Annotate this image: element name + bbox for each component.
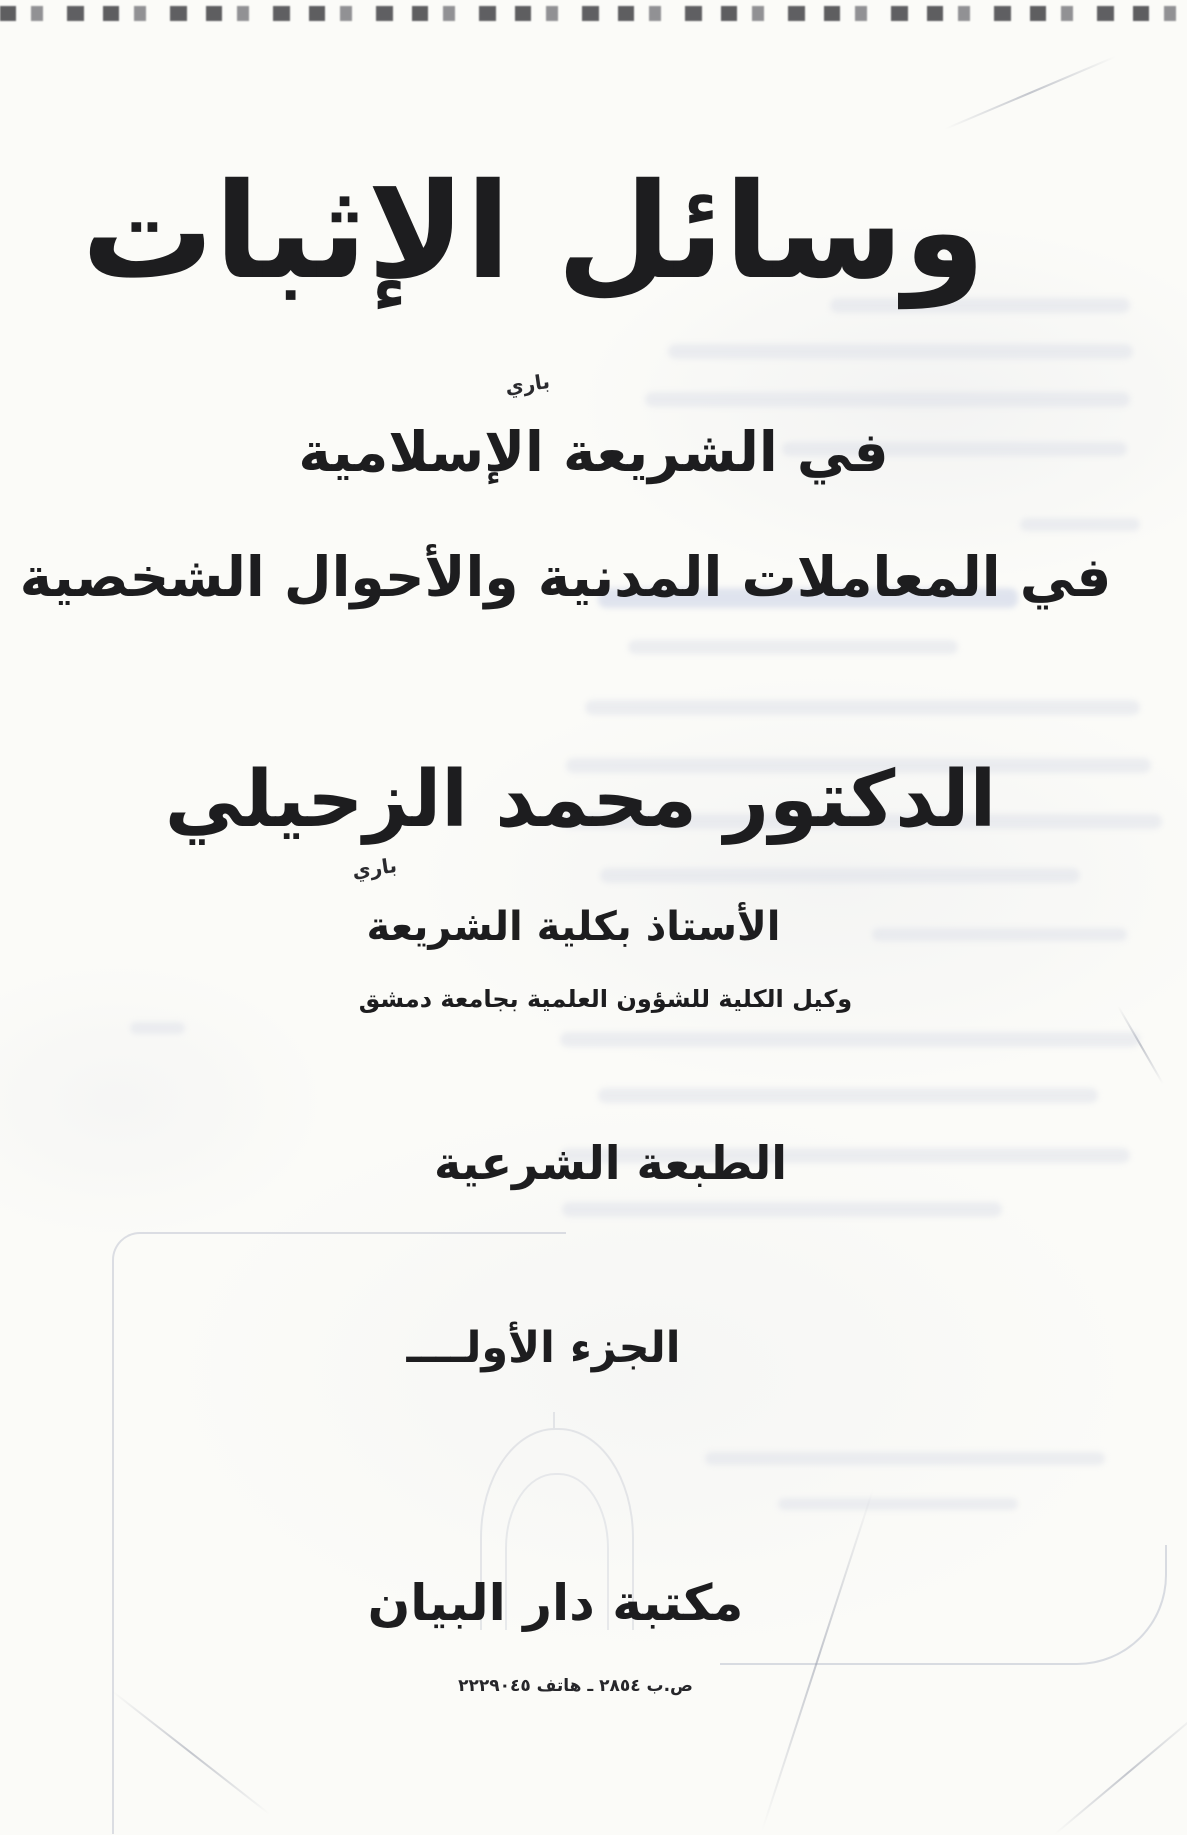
crease-mark <box>1054 1711 1187 1835</box>
bleed-through-line <box>668 344 1133 359</box>
bleed-through-line <box>562 1202 1002 1217</box>
bleed-through-line <box>585 700 1140 715</box>
bleed-through-line <box>628 640 958 654</box>
bleed-through-line <box>1020 518 1140 531</box>
publisher-contact: ص.ب ٢٨٥٤ ـ هاتف ٢٢٢٩٠٤٥ <box>458 1676 693 1696</box>
publisher-name: مكتبة دار البيان <box>367 1574 744 1632</box>
edition-label: الطبعة الشرعية <box>433 1136 788 1190</box>
bleed-through-line <box>560 1032 1140 1047</box>
subtitle-transactions: في المعاملات المدنية والأحوال الشخصية <box>19 545 1112 609</box>
bleed-through-line <box>598 1088 1098 1103</box>
author-name: الدكتور محمد الزحيلي <box>164 755 997 845</box>
calligrapher-mark: باري <box>350 852 399 884</box>
bleed-through-line <box>130 1022 185 1034</box>
torn-paper-edge <box>0 6 1187 21</box>
bleed-through-line <box>600 868 1080 883</box>
book-title: وسائل الإثبات <box>81 155 986 309</box>
bleed-through-line <box>778 1498 1018 1510</box>
calligrapher-mark: باري <box>503 368 552 400</box>
author-title-vice-dean: وكيل الكلية للشؤون العلمية بجامعة دمشق <box>358 985 853 1013</box>
author-title-professor: الأستاذ بكلية الشريعة <box>366 904 781 950</box>
bleed-through-line <box>645 392 1130 407</box>
bleed-through-line <box>705 1452 1105 1465</box>
volume-label: الجزء الأولــــ <box>406 1323 681 1373</box>
crease-mark <box>945 56 1116 130</box>
subtitle-sharia: في الشريعة الإسلامية <box>298 420 889 484</box>
